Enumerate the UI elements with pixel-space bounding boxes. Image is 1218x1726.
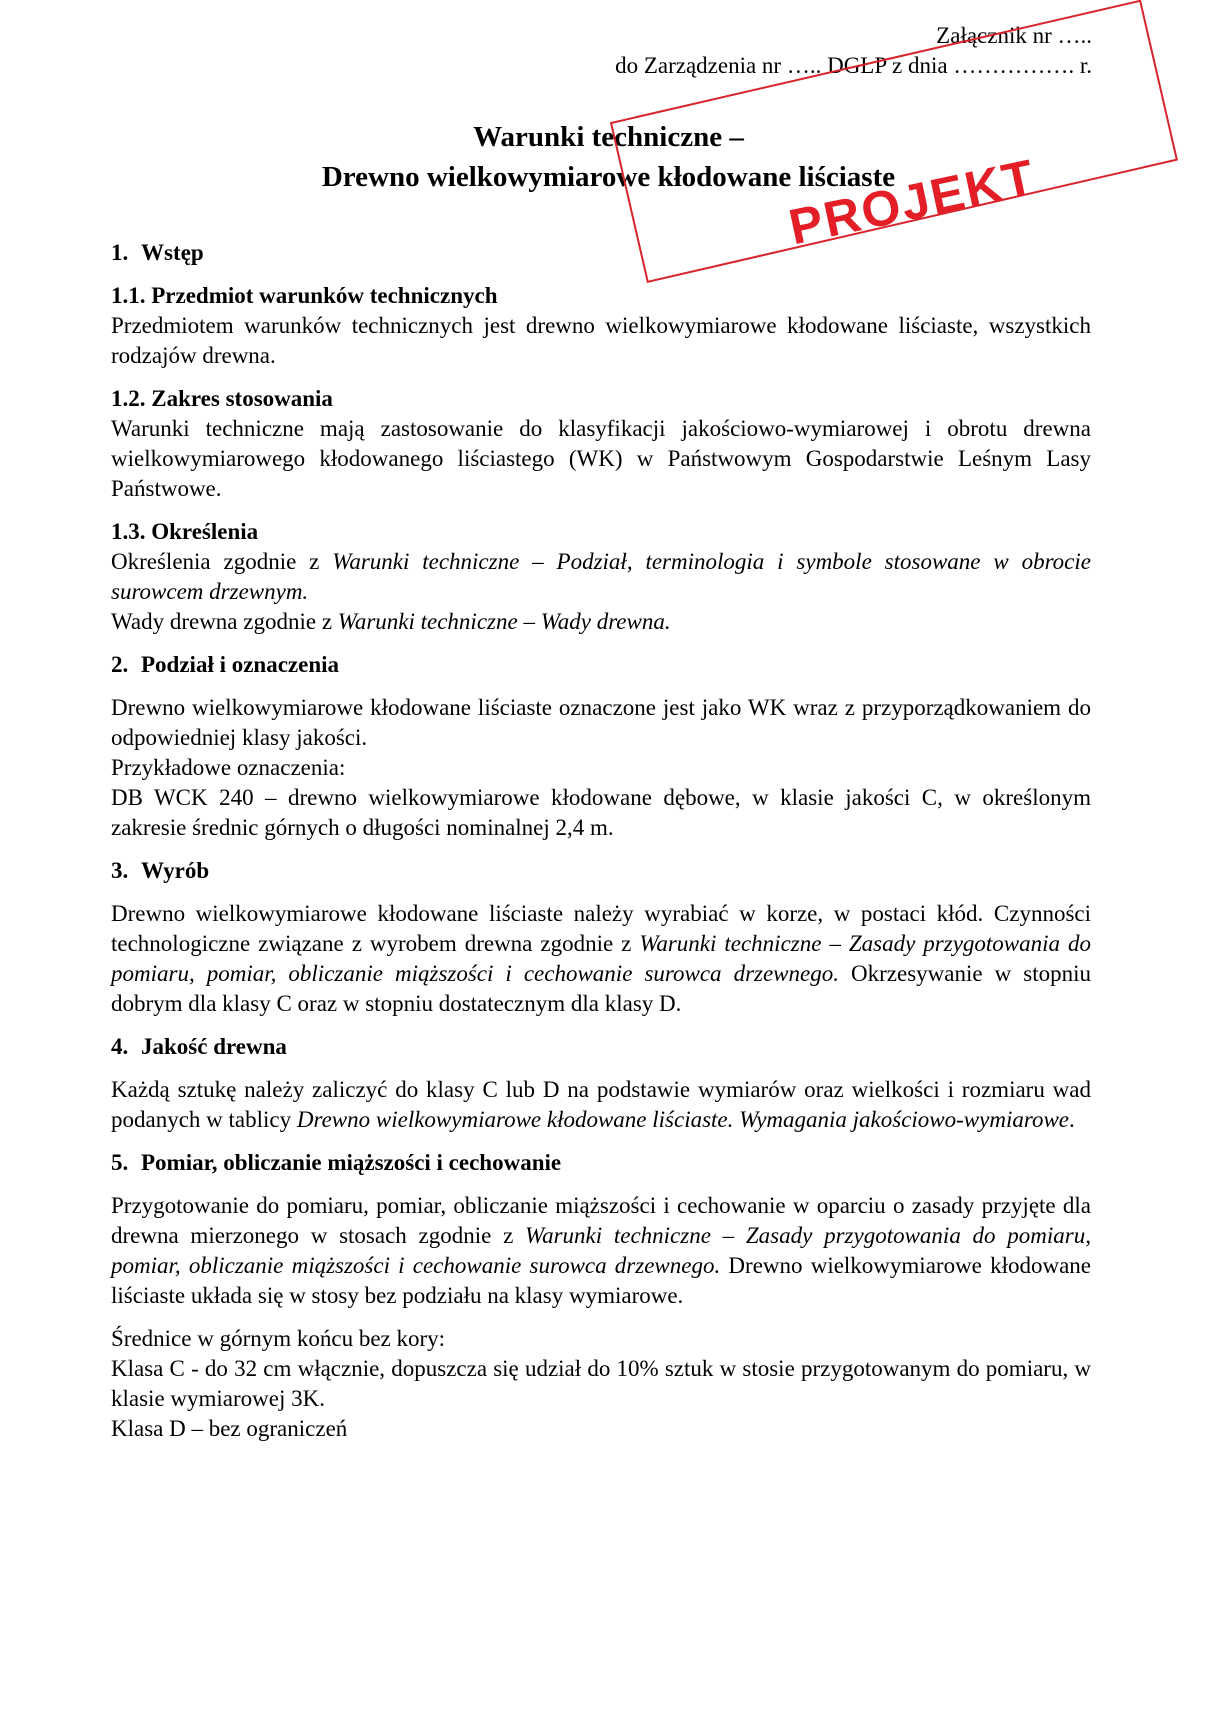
- section-2-paragraph-3: DB WCK 240 – drewno wielkowymiarowe kłodowane dębowe, w klasie jakości C, w określonym zakresie średnic górnych o długości nominalnej 2,4 m.: [111, 785, 1091, 840]
- section-1-2-text: Warunki techniczne mają zastosowanie do klasyfikacji jakościowo-wymiarowej i obrotu drewna wielkowymiarowego kłodowanego liściastego (WK) w Państwowym Gospodarstwie Leśnym Lasy Państwowe.: [111, 416, 1091, 501]
- section-5-paragraph-1: Przygotowanie do pomiaru, pomiar, obliczanie miąższości i cechowanie w oparciu o zasady przyjęte dla drewna mierzonego w stosach zgodnie z Warunki techniczne – Zasady przygotowania do pomiaru, pomiar, obliczanie miąższości i cechowanie surowca drzewnego. Drewno wielkowymiarowe kłodowane liściaste układa się w stosy bez podziału na klasy wymiarowe.: [111, 1193, 1091, 1308]
- section-1-3-paragraph-2: Wady drewna zgodnie z Warunki techniczne – Wady drewna.: [111, 609, 671, 634]
- section-number: 1.: [111, 240, 129, 265]
- section-number: 5.: [111, 1150, 129, 1175]
- section-5-paragraph-4: Klasa D – bez ograniczeń: [111, 1416, 348, 1441]
- section-2-paragraph-1: Drewno wielkowymiarowe kłodowane liściaste oznaczone jest jako WK wraz z przyporządkowaniem do odpowiedniej klasy jakości.: [111, 695, 1091, 750]
- section-1-1-heading: 1.1. Przedmiot warunków technicznych: [111, 283, 498, 308]
- annex-line-2: do Zarządzenia nr ….. DGLP z dnia ……………. r.: [615, 53, 1092, 78]
- reference-title: Warunki techniczne – Zasady przygotowania do pomiaru, pomiar, obliczanie miąższości i cechowanie surowca drzewnego.: [111, 931, 1091, 986]
- section-2-heading: [111, 650, 1091, 680]
- document-page: [55, 0, 1162, 1726]
- section-title: Wyrób: [141, 858, 210, 883]
- section-title: Jakość drewna: [141, 1034, 287, 1059]
- title-line-1: Warunki techniczne –: [473, 121, 744, 153]
- section-number: 3.: [111, 858, 129, 883]
- section-4-paragraph: Każdą sztukę należy zaliczyć do klasy C lub D na podstawie wymiarów oraz wielkości i rozmiaru wad podanych w tablicy Drewno wielkowymiarowe kłodowane liściaste. Wymagania jakościowo-wymiarowe.: [111, 1077, 1091, 1132]
- section-1-heading: [111, 238, 1091, 268]
- section-number: 4.: [111, 1034, 129, 1059]
- section-5-paragraph-3: Klasa C - do 32 cm włącznie, dopuszcza się udział do 10% sztuk w stosie przygotowanym do pomiaru, w klasie wymiarowej 3K.: [111, 1356, 1091, 1411]
- section-number: 2.: [111, 652, 129, 677]
- reference-title: Warunki techniczne – Wady drewna.: [337, 609, 671, 634]
- section-2-paragraph-2: Przykładowe oznaczenia:: [111, 755, 346, 780]
- section-1-2-heading: 1.2. Zakres stosowania: [111, 386, 333, 411]
- draft-stamp-label: PROJEKT: [784, 148, 1041, 256]
- section-1-3-heading: 1.3. Określenia: [111, 519, 259, 544]
- section-title: Podział i oznaczenia: [141, 652, 340, 677]
- section-1-3-paragraph-1: Określenia zgodnie z Warunki techniczne – Podział, terminologia i symbole stosowane w obrocie surowcem drzewnym.: [111, 549, 1091, 604]
- document-body: [111, 238, 1091, 1444]
- section-4-heading: [111, 1032, 1091, 1062]
- section-3-paragraph: Drewno wielkowymiarowe kłodowane liściaste należy wyrabiać w korze, w postaci kłód. Czynności technologiczne związane z wyrobem drewna zgodnie z Warunki techniczne – Zasady przygotowania do pomiaru, pomiar, obliczanie miąższości i cechowanie surowca drzewnego. Okrzesywanie w stopniu dobrym dla klasy C oraz w stopniu dostatecznym dla klasy D.: [111, 901, 1091, 1016]
- section-title: Wstęp: [141, 240, 204, 265]
- section-title: Pomiar, obliczanie miąższości i cechowanie: [141, 1150, 562, 1175]
- section-5-heading: [111, 1148, 1091, 1178]
- title-line-2: Drewno wielkowymiarowe kłodowane liściaste: [321, 161, 896, 193]
- section-3-heading: [111, 856, 1091, 886]
- reference-title: Drewno wielkowymiarowe kłodowane liściaste. Wymagania jakościowo-wymiarowe: [296, 1107, 1069, 1132]
- section-5-paragraph-2: Średnice w górnym końcu bez kory:: [111, 1326, 446, 1351]
- section-1-1-text: Przedmiotem warunków technicznych jest drewno wielkowymiarowe kłodowane liściaste, wszystkich rodzajów drewna.: [111, 313, 1091, 368]
- reference-title: Warunki techniczne – Zasady przygotowania do pomiaru, pomiar, obliczanie miąższości i cechowanie surowca drzewnego.: [111, 1223, 1091, 1278]
- annex-line-1: Załącznik nr …..: [936, 23, 1092, 48]
- reference-title: Warunki techniczne – Podział, terminologia i symbole stosowane w obrocie surowcem drzewnym.: [111, 549, 1091, 604]
